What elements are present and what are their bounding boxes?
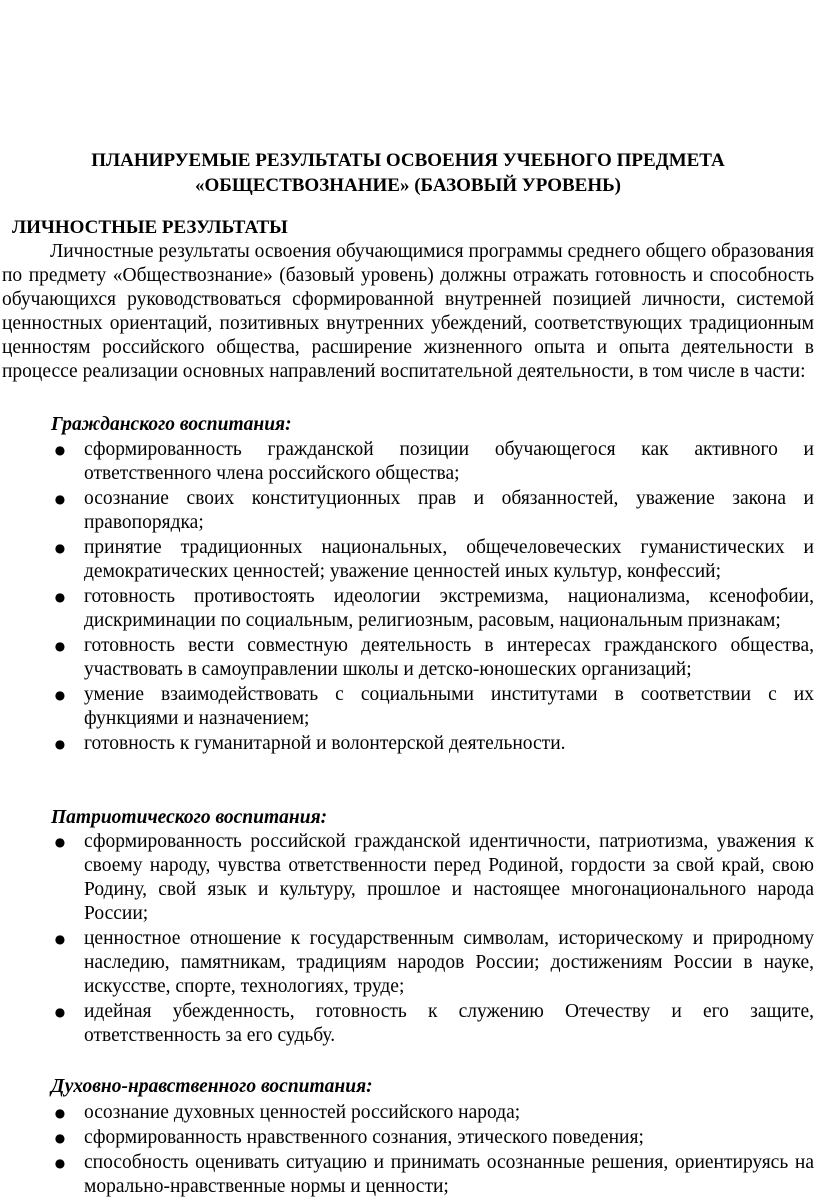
bullet-icon: ● [54, 443, 66, 457]
section-heading: ЛИЧНОСТНЫЕ РЕЗУЛЬТАТЫ [12, 217, 288, 238]
list-item-text: сформированность российской гражданской идентичности, патриотизма, уважения к своему народу, чувства ответственности перед Родиной, гордости за свой край, свою Родину, свой язык и культуру, прошлое и настоящее многонационального народа России; [84, 831, 814, 924]
list-item [0, 1151, 816, 1199]
list-item-text: сформированность нравственного сознания, этического поведения; [84, 1127, 644, 1148]
group-heading-civic: Гражданского воспитания: [51, 414, 292, 435]
list-item-text: умение взаимодействовать с социальными институтами в соответствии с их функциями и назначением; [84, 684, 814, 729]
list-item [0, 683, 816, 731]
intro-paragraph: Личностные результаты освоения обучающимися программы среднего общего образования по предмету «Обществознание» (базовый уровень) должны отражать готовность и способность обучающихся руководствоваться сформированной внутренней позицией личности, системой ценностных ориентаций, позитивных внутренних убеждений, соответствующих традиционным ценностям российского общества, расширение жизненного опыта и опыта деятельности в процессе реализации основных направлений воспитательной деятельности, в том числе в части: [2, 241, 814, 382]
list-item-text: готовность вести совместную деятельность в интересах гражданского общества, участвовать в самоуправлении школы и детско-юношеских организаций; [84, 635, 814, 680]
bullet-icon: ● [54, 590, 66, 604]
document-title-line-2: «ОБЩЕСТВОЗНАНИЕ» (БАЗОВЫЙ УРОВЕНЬ) [194, 175, 621, 196]
list-item-text: осознание своих конституционных прав и обязанностей, уважение закона и правопорядка; [84, 488, 814, 533]
bullet-icon: ● [54, 639, 66, 653]
civic-list [0, 438, 816, 757]
list-item-text: сформированность гражданской позиции обучающегося как активного и ответственного члена российского общества; [84, 439, 814, 484]
group-heading-patriotic: Патриотического воспитания: [51, 807, 328, 828]
list-item [0, 438, 816, 486]
list-item [0, 536, 816, 584]
spiritual-list [0, 1101, 816, 1200]
list-item [0, 732, 816, 756]
bullet-icon: ● [54, 932, 66, 946]
list-item [0, 487, 816, 535]
bullet-icon: ● [54, 492, 66, 506]
list-item-text: идейная убежденность, готовность к служению Отечеству и его защите, ответственность за его судьбу. [84, 1001, 814, 1046]
list-item [0, 1101, 816, 1125]
list-item-text: готовность к гуманитарной и волонтерской деятельности. [84, 733, 566, 754]
list-item [0, 634, 816, 682]
list-item-text: осознание духовных ценностей российского народа; [84, 1102, 521, 1123]
bullet-icon: ● [54, 835, 66, 849]
bullet-icon: ● [54, 1131, 66, 1145]
list-item-text: принятие традиционных национальных, общечеловеческих гуманистических и демократических ценностей; уважение ценностей иных культур, конфессий; [84, 537, 814, 582]
bullet-icon: ● [54, 541, 66, 555]
list-item [0, 927, 816, 999]
bullet-icon: ● [54, 688, 66, 702]
patriotic-list [0, 830, 816, 1049]
group-heading-spiritual: Духовно-нравственного воспитания: [51, 1076, 373, 1097]
document-title-line-1: ПЛАНИРУЕМЫЕ РЕЗУЛЬТАТЫ ОСВОЕНИЯ УЧЕБНОГО ПРЕДМЕТА [91, 150, 725, 171]
list-item [0, 830, 816, 926]
list-item [0, 1000, 816, 1048]
list-item-text: готовность противостоять идеологии экстремизма, национализма, ксенофобии, дискриминации по социальным, религиозным, расовым, национальным признакам; [84, 586, 814, 631]
list-item-text: способность оценивать ситуацию и принимать осознанные решения, ориентируясь на морально-нравственные нормы и ценности; [84, 1152, 814, 1197]
bullet-icon: ● [54, 1156, 66, 1170]
list-item [0, 1126, 816, 1150]
bullet-icon: ● [54, 1005, 66, 1019]
list-item-text: ценностное отношение к государственным символам, историческому и природному наследию, памятникам, традициям народов России; достижениям России в науке, искусстве, спорте, технологиях, труде; [84, 928, 814, 997]
bullet-icon: ● [54, 1106, 66, 1120]
list-item [0, 585, 816, 633]
bullet-icon: ● [54, 737, 66, 751]
